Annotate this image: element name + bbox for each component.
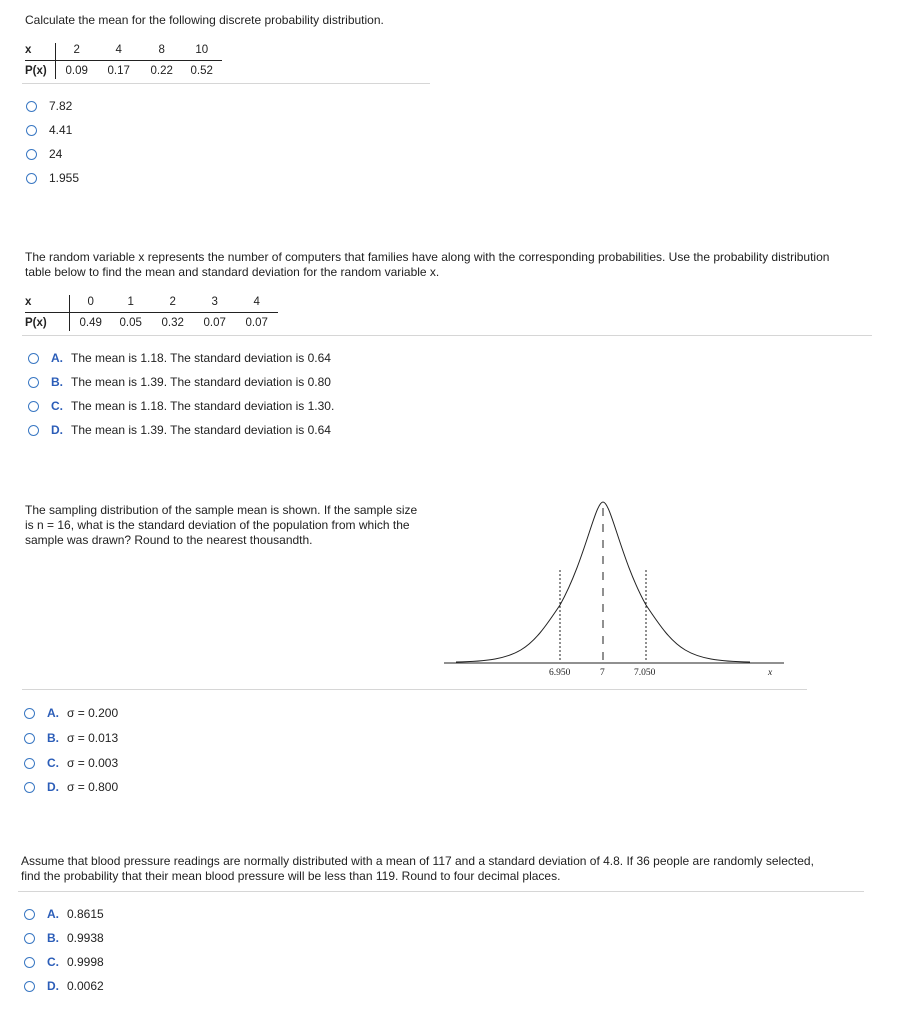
option-text: 4.41 bbox=[49, 123, 73, 137]
option-letter: A. bbox=[47, 706, 59, 720]
radio-button-icon[interactable] bbox=[26, 173, 37, 184]
q3-prompt-line3: sample was drawn? Round to the nearest thousandth. bbox=[25, 533, 313, 547]
radio-button-icon[interactable] bbox=[28, 425, 39, 436]
q4-prompt-line1: Assume that blood pressure readings are normally distributed with a mean of 117 and a standard deviation of 4.8. If 36 people are randomly selected, bbox=[21, 854, 814, 868]
q3-prompt-line2: is n = 16, what is the standard deviation of the population from which the bbox=[25, 518, 410, 532]
q2-p-cell: 0.07 bbox=[245, 317, 268, 329]
q1-option-a[interactable] bbox=[26, 98, 72, 114]
option-letter: B. bbox=[47, 931, 59, 945]
q4-prompt-line2: find the probability that their mean blood pressure will be less than 119. Round to four decimal places. bbox=[21, 869, 561, 883]
q1-divider bbox=[22, 83, 430, 84]
q1-option-d[interactable] bbox=[26, 170, 79, 186]
chart-tick-right: 7.050 bbox=[634, 668, 656, 678]
q2-option-d[interactable] bbox=[28, 422, 331, 438]
option-text: 0.9998 bbox=[67, 955, 104, 969]
q4-option-b[interactable] bbox=[24, 930, 104, 946]
q3-option-d[interactable] bbox=[24, 779, 118, 795]
q4-option-a[interactable] bbox=[24, 906, 104, 922]
q1-prompt: Calculate the mean for the following discrete probability distribution. bbox=[25, 13, 384, 27]
q2-option-a[interactable] bbox=[28, 350, 331, 366]
q3-option-b[interactable] bbox=[24, 730, 118, 746]
q1-p-cell: 0.09 bbox=[65, 65, 88, 77]
radio-button-icon[interactable] bbox=[24, 708, 35, 719]
option-letter: B. bbox=[47, 731, 59, 745]
q4-divider bbox=[18, 891, 864, 892]
option-text: The mean is 1.18. The standard deviation is 0.64 bbox=[71, 351, 331, 365]
option-letter: C. bbox=[47, 756, 59, 770]
q1-p-cell: 0.52 bbox=[190, 65, 213, 77]
q1-p-label: P(x) bbox=[25, 65, 47, 77]
q2-x-label: x bbox=[25, 295, 69, 313]
option-letter: A. bbox=[47, 907, 59, 921]
q1-x-label: x bbox=[25, 43, 55, 61]
chart-tick-mid: 7 bbox=[600, 668, 605, 678]
q1-x-cell: 10 bbox=[182, 43, 222, 61]
q2-probability-table bbox=[25, 295, 278, 331]
q2-p-cell: 0.32 bbox=[161, 317, 184, 329]
q1-p-cell: 0.22 bbox=[150, 65, 173, 77]
option-text: σ = 0.800 bbox=[67, 780, 119, 794]
q1-x-cell: 8 bbox=[142, 43, 182, 61]
q2-p-cell: 0.07 bbox=[203, 317, 226, 329]
radio-button-icon[interactable] bbox=[24, 733, 35, 744]
option-text: 0.0062 bbox=[67, 979, 104, 993]
q2-x-cell: 2 bbox=[152, 295, 194, 313]
option-text: 1.955 bbox=[49, 171, 80, 185]
q3-normal-curve-chart bbox=[440, 490, 785, 685]
q4-option-d[interactable] bbox=[24, 978, 104, 994]
q2-p-label: P(x) bbox=[25, 317, 47, 329]
q2-p-cell: 0.05 bbox=[119, 317, 142, 329]
radio-button-icon[interactable] bbox=[28, 353, 39, 364]
option-letter: C. bbox=[51, 399, 63, 413]
option-text: The mean is 1.18. The standard deviation is 1.30. bbox=[71, 399, 335, 413]
q2-p-cell: 0.49 bbox=[79, 317, 102, 329]
option-letter: B. bbox=[51, 375, 63, 389]
q3-option-c[interactable] bbox=[24, 755, 118, 771]
q3-prompt-line1: The sampling distribution of the sample mean is shown. If the sample size bbox=[25, 503, 418, 517]
q2-x-cell: 3 bbox=[194, 295, 236, 313]
radio-button-icon[interactable] bbox=[28, 401, 39, 412]
q2-x-cell: 4 bbox=[236, 295, 278, 313]
q1-probability-table bbox=[25, 43, 222, 79]
q2-option-b[interactable] bbox=[28, 374, 331, 390]
radio-button-icon[interactable] bbox=[24, 909, 35, 920]
radio-button-icon[interactable] bbox=[26, 149, 37, 160]
option-text: σ = 0.013 bbox=[67, 731, 119, 745]
option-letter: D. bbox=[47, 780, 59, 794]
q2-divider bbox=[22, 335, 872, 336]
q1-x-cell: 4 bbox=[96, 43, 142, 61]
q1-x-cell: 2 bbox=[58, 43, 96, 61]
radio-button-icon[interactable] bbox=[28, 377, 39, 388]
q2-option-c[interactable] bbox=[28, 398, 334, 414]
option-letter: C. bbox=[47, 955, 59, 969]
q1-option-c[interactable] bbox=[26, 146, 62, 162]
option-text: 7.82 bbox=[49, 99, 73, 113]
radio-button-icon[interactable] bbox=[24, 981, 35, 992]
option-text: 0.9938 bbox=[67, 931, 104, 945]
radio-button-icon[interactable] bbox=[26, 101, 37, 112]
chart-axis-variable: x bbox=[768, 668, 773, 678]
option-text: σ = 0.200 bbox=[67, 706, 119, 720]
radio-button-icon[interactable] bbox=[24, 933, 35, 944]
q2-prompt-line1: The random variable x represents the number of computers that families have along with the corresponding probabilities. Use the probability distribution bbox=[25, 250, 830, 264]
chart-tick-left: 6.950 bbox=[549, 668, 571, 678]
option-text: σ = 0.003 bbox=[67, 756, 119, 770]
option-text: 0.8615 bbox=[67, 907, 104, 921]
radio-button-icon[interactable] bbox=[26, 125, 37, 136]
option-letter: D. bbox=[51, 423, 63, 437]
option-text: The mean is 1.39. The standard deviation is 0.64 bbox=[71, 423, 331, 437]
option-text: The mean is 1.39. The standard deviation is 0.80 bbox=[71, 375, 331, 389]
q1-p-cell: 0.17 bbox=[107, 65, 130, 77]
option-text: 24 bbox=[49, 147, 63, 161]
q3-divider bbox=[22, 689, 807, 690]
option-letter: D. bbox=[47, 979, 59, 993]
q2-x-cell: 1 bbox=[110, 295, 152, 313]
q1-option-b[interactable] bbox=[26, 122, 72, 138]
radio-button-icon[interactable] bbox=[24, 782, 35, 793]
q4-option-c[interactable] bbox=[24, 954, 104, 970]
q2-prompt-line2: table below to find the mean and standard deviation for the random variable x. bbox=[25, 265, 440, 279]
option-letter: A. bbox=[51, 351, 63, 365]
radio-button-icon[interactable] bbox=[24, 758, 35, 769]
q3-option-a[interactable] bbox=[24, 705, 118, 721]
q2-x-cell: 0 bbox=[72, 295, 110, 313]
radio-button-icon[interactable] bbox=[24, 957, 35, 968]
